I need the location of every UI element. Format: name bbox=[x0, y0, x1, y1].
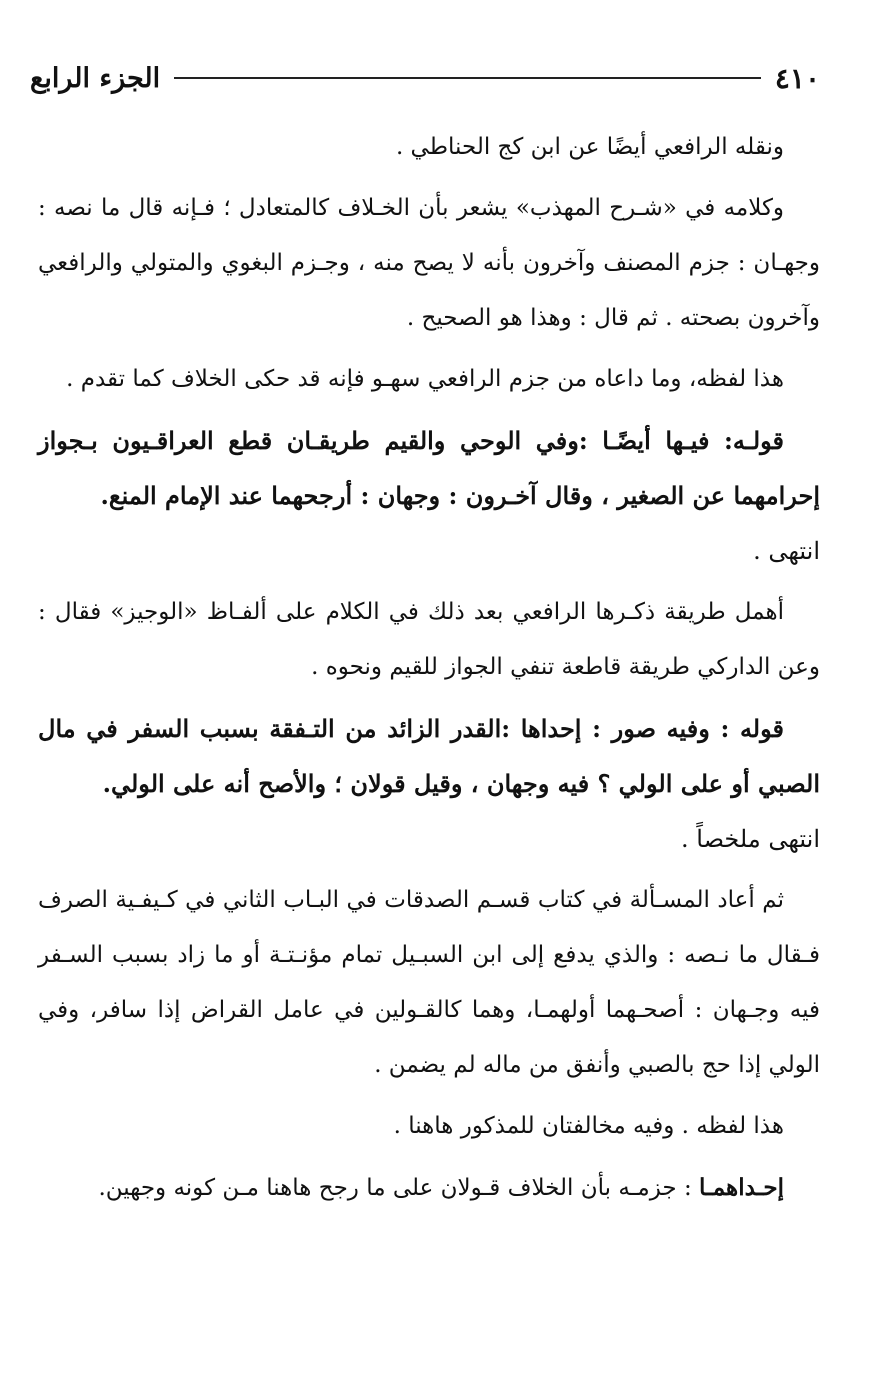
quote-paragraph-2 bbox=[38, 701, 820, 867]
paragraph-9 bbox=[38, 1160, 820, 1216]
paragraph-lead: إحـداهمـا bbox=[699, 1174, 784, 1201]
quote-text: قولـه: فيـها أيضًـا :وفي الوحي والقيم طريقـان قطع العراقـيون بـجواز إحرامهما عن الصغير ، وقال آخـرون : وجهان : أرجحهما عند الإمام المنع. bbox=[38, 426, 820, 510]
quote-text: قوله : وفيه صور : إحداها :القدر الزائد من التـفقة بسبب السفر في مال الصبي أو على الولي ؟ فيه وجهان ، وقيل قولان ؛ والأصح أنه على الولي. bbox=[38, 714, 820, 798]
paragraph-2: وكلامه في «شـرح المهذب» يشعر بأن الخـلاف كالمتعادل ؛ فـإنه قال ما نصه : وجهـان : جزم المصنف وآخرون بأنه لا يصح منه ، وجـزم البغوي والمتولي والرافعي وآخرون بصحته . ثم قال : وهذا هو الصحيح . bbox=[38, 195, 820, 331]
paragraph-1: ونقله الرافعي أيضًا عن ابن كج الحناطي . bbox=[395, 134, 784, 160]
running-title: الجزء الرابع bbox=[30, 62, 161, 94]
paragraph-text: : جزمـه بأن الخلاف قـولان على ما رجح هاهنا مـن كونه وجهين. bbox=[98, 1175, 692, 1201]
page-header bbox=[30, 58, 820, 98]
paragraph-8: هذا لفظه . وفيه مخالفتان للمذكور هاهنا . bbox=[393, 1113, 784, 1139]
quote-tail: انتهى ملخصاً . bbox=[681, 825, 820, 853]
page-number: ٤١٠ bbox=[774, 61, 820, 95]
paragraph-3: هذا لفظه، وما داعاه من جزم الرافعي سهـو فإنه قد حكى الخلاف كما تقدم . bbox=[66, 366, 784, 392]
paragraph-5: أهمل طريقة ذكـرها الرافعي بعد ذلك في الكلام على ألفـاظ «الوجيز» فقال : وعن الداركي طريقة قاطعة تنفي الجواز للقيم ونحوه . bbox=[38, 599, 820, 680]
quote-tail: انتهى . bbox=[753, 537, 820, 565]
header-rule bbox=[174, 77, 761, 79]
quote-paragraph-1 bbox=[38, 413, 820, 579]
page-body bbox=[38, 120, 820, 1222]
paragraph-7: ثم أعاد المسـألة في كتاب قسـم الصدقات في البـاب الثاني في كـيفـية الصرف فـقال ما نـصه : والذي يدفع إلى ابن السبـيل تمام مؤنـتـة أو ما زاد بسبب السـفر فيه وجـهان : أصحـهما أولهمـا، وهما كالقـولين في عامل القراض إذا سافر، وفي الولي إذا حج بالصبي وأنفق من ماله لم يضمن . bbox=[38, 887, 820, 1078]
